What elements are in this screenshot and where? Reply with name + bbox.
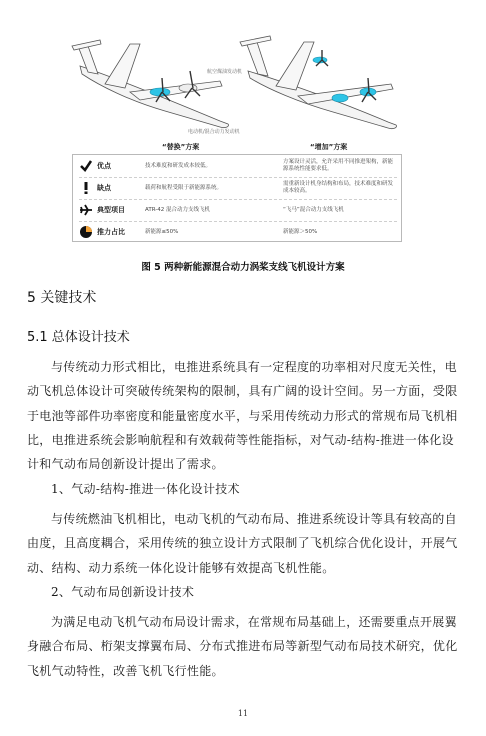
paragraph-1 <box>27 355 459 476</box>
callout-label-top: 航空煤油发动机 <box>207 69 243 75</box>
paragraph-3-text: 为满足电动飞机气动布局设计需求，在常规布局基础上，还需要重点开展翼身融合布局、桁架支撑翼布局、分布式推进布局等新型气动布局技术研究，优化飞机气动特性，改善飞机飞行性能。 <box>27 615 458 678</box>
paragraph-2-text: 与传统燃油飞机相比，电动飞机的气动布局、推进系统设计等具有较高的自由度，且高度耦合，采用传统的独立设计方式限制了飞机综合优化设计，开展气动、结构、动力系统一体化设计能够有效提高飞机性能。 <box>27 512 458 575</box>
row-label-disadvantages: 缺点 <box>97 184 111 192</box>
airplane-icon <box>79 203 93 217</box>
cell-add-thrust-share: 新能源＞50% <box>283 229 318 235</box>
table-row-disadvantages <box>73 177 401 199</box>
pie-chart-icon <box>79 225 93 239</box>
aircraft-left-illustration <box>70 26 243 141</box>
row-label-thrust-share: 推力占比 <box>97 228 125 236</box>
page-number: 11 <box>237 709 249 718</box>
table-row-typical-project <box>73 199 401 221</box>
aircraft-right-illustration <box>236 26 406 141</box>
exclamation-icon <box>79 181 93 195</box>
checkmark-icon <box>79 159 93 173</box>
column-title-add: “增加”方案 <box>310 143 348 151</box>
cell-replace-disadvantages: 载荷和航程受限于新能源系统。 <box>145 185 223 191</box>
callout-label-bottom: 电动机/混合动力发动机 <box>188 129 240 135</box>
table-row-advantages <box>73 155 401 177</box>
cell-add-disadvantages: 需重新设计机身结构和布局，技术难度和研发成本较高。 <box>283 181 394 194</box>
item-1-title: 1、气动-结构-推进一体化设计技术 <box>51 482 240 496</box>
row-label-typical-project: 典型项目 <box>97 206 125 214</box>
cell-add-typical-project: “飞马”混合动力支线飞机 <box>283 207 344 213</box>
paragraph-2 <box>27 507 459 580</box>
section-heading: 5 关键技术 <box>27 290 97 306</box>
column-title-replace: “替换”方案 <box>162 143 200 151</box>
subsection-heading: 5.1 总体设计技术 <box>27 330 130 345</box>
cell-replace-typical-project: ATR-42 混合动力支线飞机 <box>145 207 211 213</box>
paragraph-1-text: 与传统动力形式相比，电推进系统具有一定程度的功率相对尺度无关性，电动飞机总体设计可突破传统架构的限制，具有广阔的设计空间。另一方面，受限于电池等部件功率密度和能量密度水平，与采用传统动力形式的常规布局飞机相比，电推进系统会影响航程和有效载荷等性能指标，对气动-结构-推进一体化设计和气动布局创新设计提出了需求。 <box>27 360 458 472</box>
item-2-title: 2、气动布局创新设计技术 <box>51 585 195 599</box>
comparison-table <box>72 154 402 242</box>
cell-replace-advantages: 技术难度和研发成本较低。 <box>145 163 212 169</box>
row-label-advantages: 优点 <box>97 162 111 170</box>
table-row-thrust-share <box>73 221 401 243</box>
paragraph-3 <box>27 610 459 683</box>
figure-caption: 图 5 两种新能源混合动力涡桨支线飞机设计方案 <box>141 262 345 273</box>
cell-replace-thrust-share: 新能源≤50% <box>145 229 179 235</box>
cell-add-advantages: 方案设计灵活，允许采用不同推进架构，新能源系统性能要求低。 <box>283 159 394 172</box>
figure-5 <box>70 26 406 244</box>
